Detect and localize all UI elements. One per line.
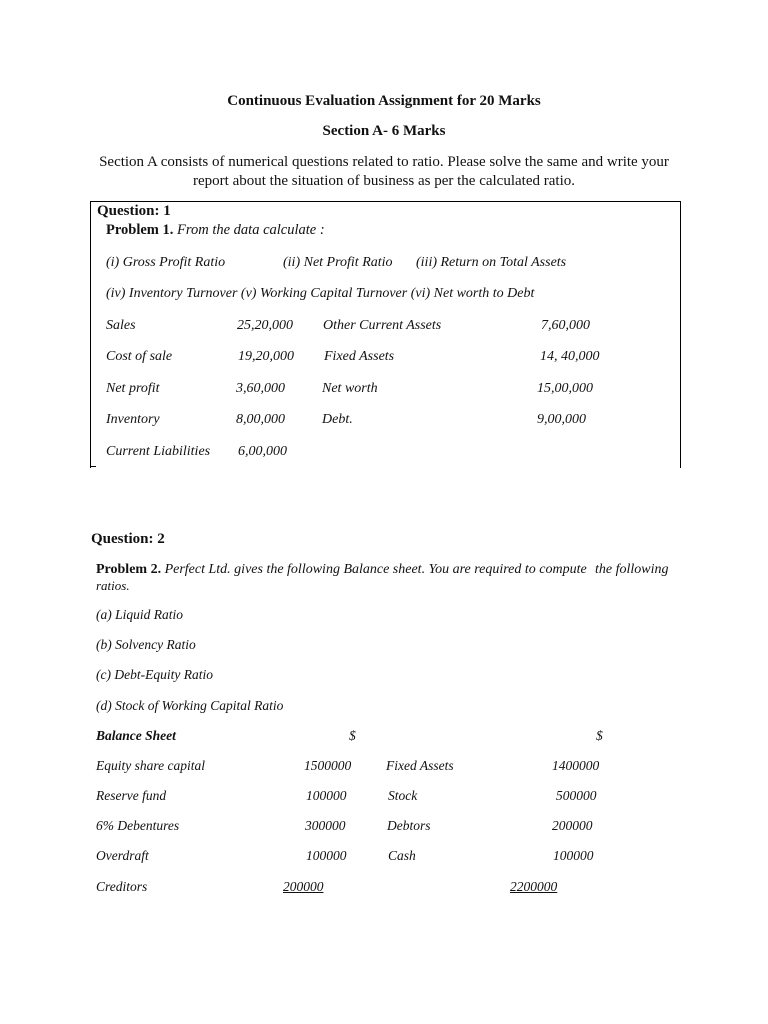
currency-symbol: $ <box>349 728 356 743</box>
currency-symbol: $ <box>596 728 603 743</box>
bs-value: 200000 <box>552 818 593 833</box>
bs-value: 500000 <box>556 788 597 803</box>
data-value: 15,00,000 <box>537 381 593 396</box>
ratio-item: (a) Liquid Ratio <box>96 607 183 622</box>
data-label: Net profit <box>106 381 160 396</box>
problem-2-text-cont: ratios. <box>96 578 130 593</box>
data-value: 3,60,000 <box>236 381 285 396</box>
question-2-heading: Question: 2 <box>91 531 165 547</box>
ratio-item: (d) Stock of Working Capital Ratio <box>96 698 284 713</box>
data-value: 7,60,000 <box>541 318 590 333</box>
page-title: Continuous Evaluation Assignment for 20 Marks <box>227 93 541 109</box>
ratio-list-row-2: (iv) Inventory Turnover (v) Working Capital Turnover (vi) Net worth to Debt <box>106 286 535 301</box>
bs-label: Overdraft <box>96 848 149 863</box>
data-label: Other Current Assets <box>323 318 442 333</box>
question-1-heading: Question: 1 <box>97 203 171 219</box>
data-value: 8,00,000 <box>236 412 285 427</box>
balance-sheet-title: Balance Sheet <box>96 728 176 743</box>
bs-value: 100000 <box>306 788 347 803</box>
ratio-item: (iii) Return on Total Assets <box>416 255 567 270</box>
bs-label: Fixed Assets <box>386 758 454 773</box>
bs-value: 100000 <box>553 848 594 863</box>
bs-label: Equity share capital <box>96 758 205 773</box>
problem-2-statement <box>96 562 587 578</box>
data-value: 25,20,000 <box>237 318 293 333</box>
problem-2-label: Problem 2. <box>96 562 162 577</box>
data-label: Current Liabilities <box>106 444 211 459</box>
problem-2-text-end: the following <box>595 562 669 577</box>
bs-label: Stock <box>388 788 418 803</box>
ratio-item: (b) Solvency Ratio <box>96 637 196 652</box>
data-label: Cost of sale <box>106 349 173 364</box>
bs-label: 6% Debentures <box>96 818 180 833</box>
question-1-box <box>90 201 681 468</box>
bs-value: 1500000 <box>304 758 352 773</box>
data-label: Debt. <box>322 412 353 427</box>
bs-label: Debtors <box>387 818 431 833</box>
data-label: Net worth <box>322 381 378 396</box>
ratio-item: (ii) Net Profit Ratio <box>283 255 393 270</box>
problem-1-text: From the data calculate : <box>177 222 325 238</box>
data-label: Inventory <box>106 412 160 427</box>
problem-1-statement <box>106 222 325 239</box>
data-value: 19,20,000 <box>238 349 294 364</box>
bs-label: Creditors <box>96 879 148 894</box>
bs-label: Reserve fund <box>96 788 167 803</box>
intro-line-1: Section A consists of numerical questions related to ratio. Please solve the same and write your <box>99 154 669 170</box>
bs-value: 1400000 <box>552 758 600 773</box>
bs-value: 300000 <box>305 818 346 833</box>
data-label: Fixed Assets <box>324 349 395 364</box>
data-value: 9,00,000 <box>537 412 586 427</box>
bs-total-value: 200000 <box>283 879 324 894</box>
problem-2-text: Perfect Ltd. gives the following Balance sheet. You are required to compute <box>164 562 587 577</box>
data-label: Sales <box>106 318 136 333</box>
ratio-item: (c) Debt-Equity Ratio <box>96 667 213 682</box>
bs-value: 100000 <box>306 848 347 863</box>
problem-1-label: Problem 1. <box>106 222 174 238</box>
intro-line-2: report about the situation of business as per the calculated ratio. <box>193 173 575 189</box>
box-corner-mark <box>90 466 96 467</box>
section-heading: Section A- 6 Marks <box>322 123 446 139</box>
bs-label: Cash <box>388 848 416 863</box>
data-value: 6,00,000 <box>238 444 287 459</box>
bs-total-value: 2200000 <box>510 879 558 894</box>
ratio-item: (i) Gross Profit Ratio <box>106 255 226 270</box>
data-value: 14, 40,000 <box>540 349 600 364</box>
